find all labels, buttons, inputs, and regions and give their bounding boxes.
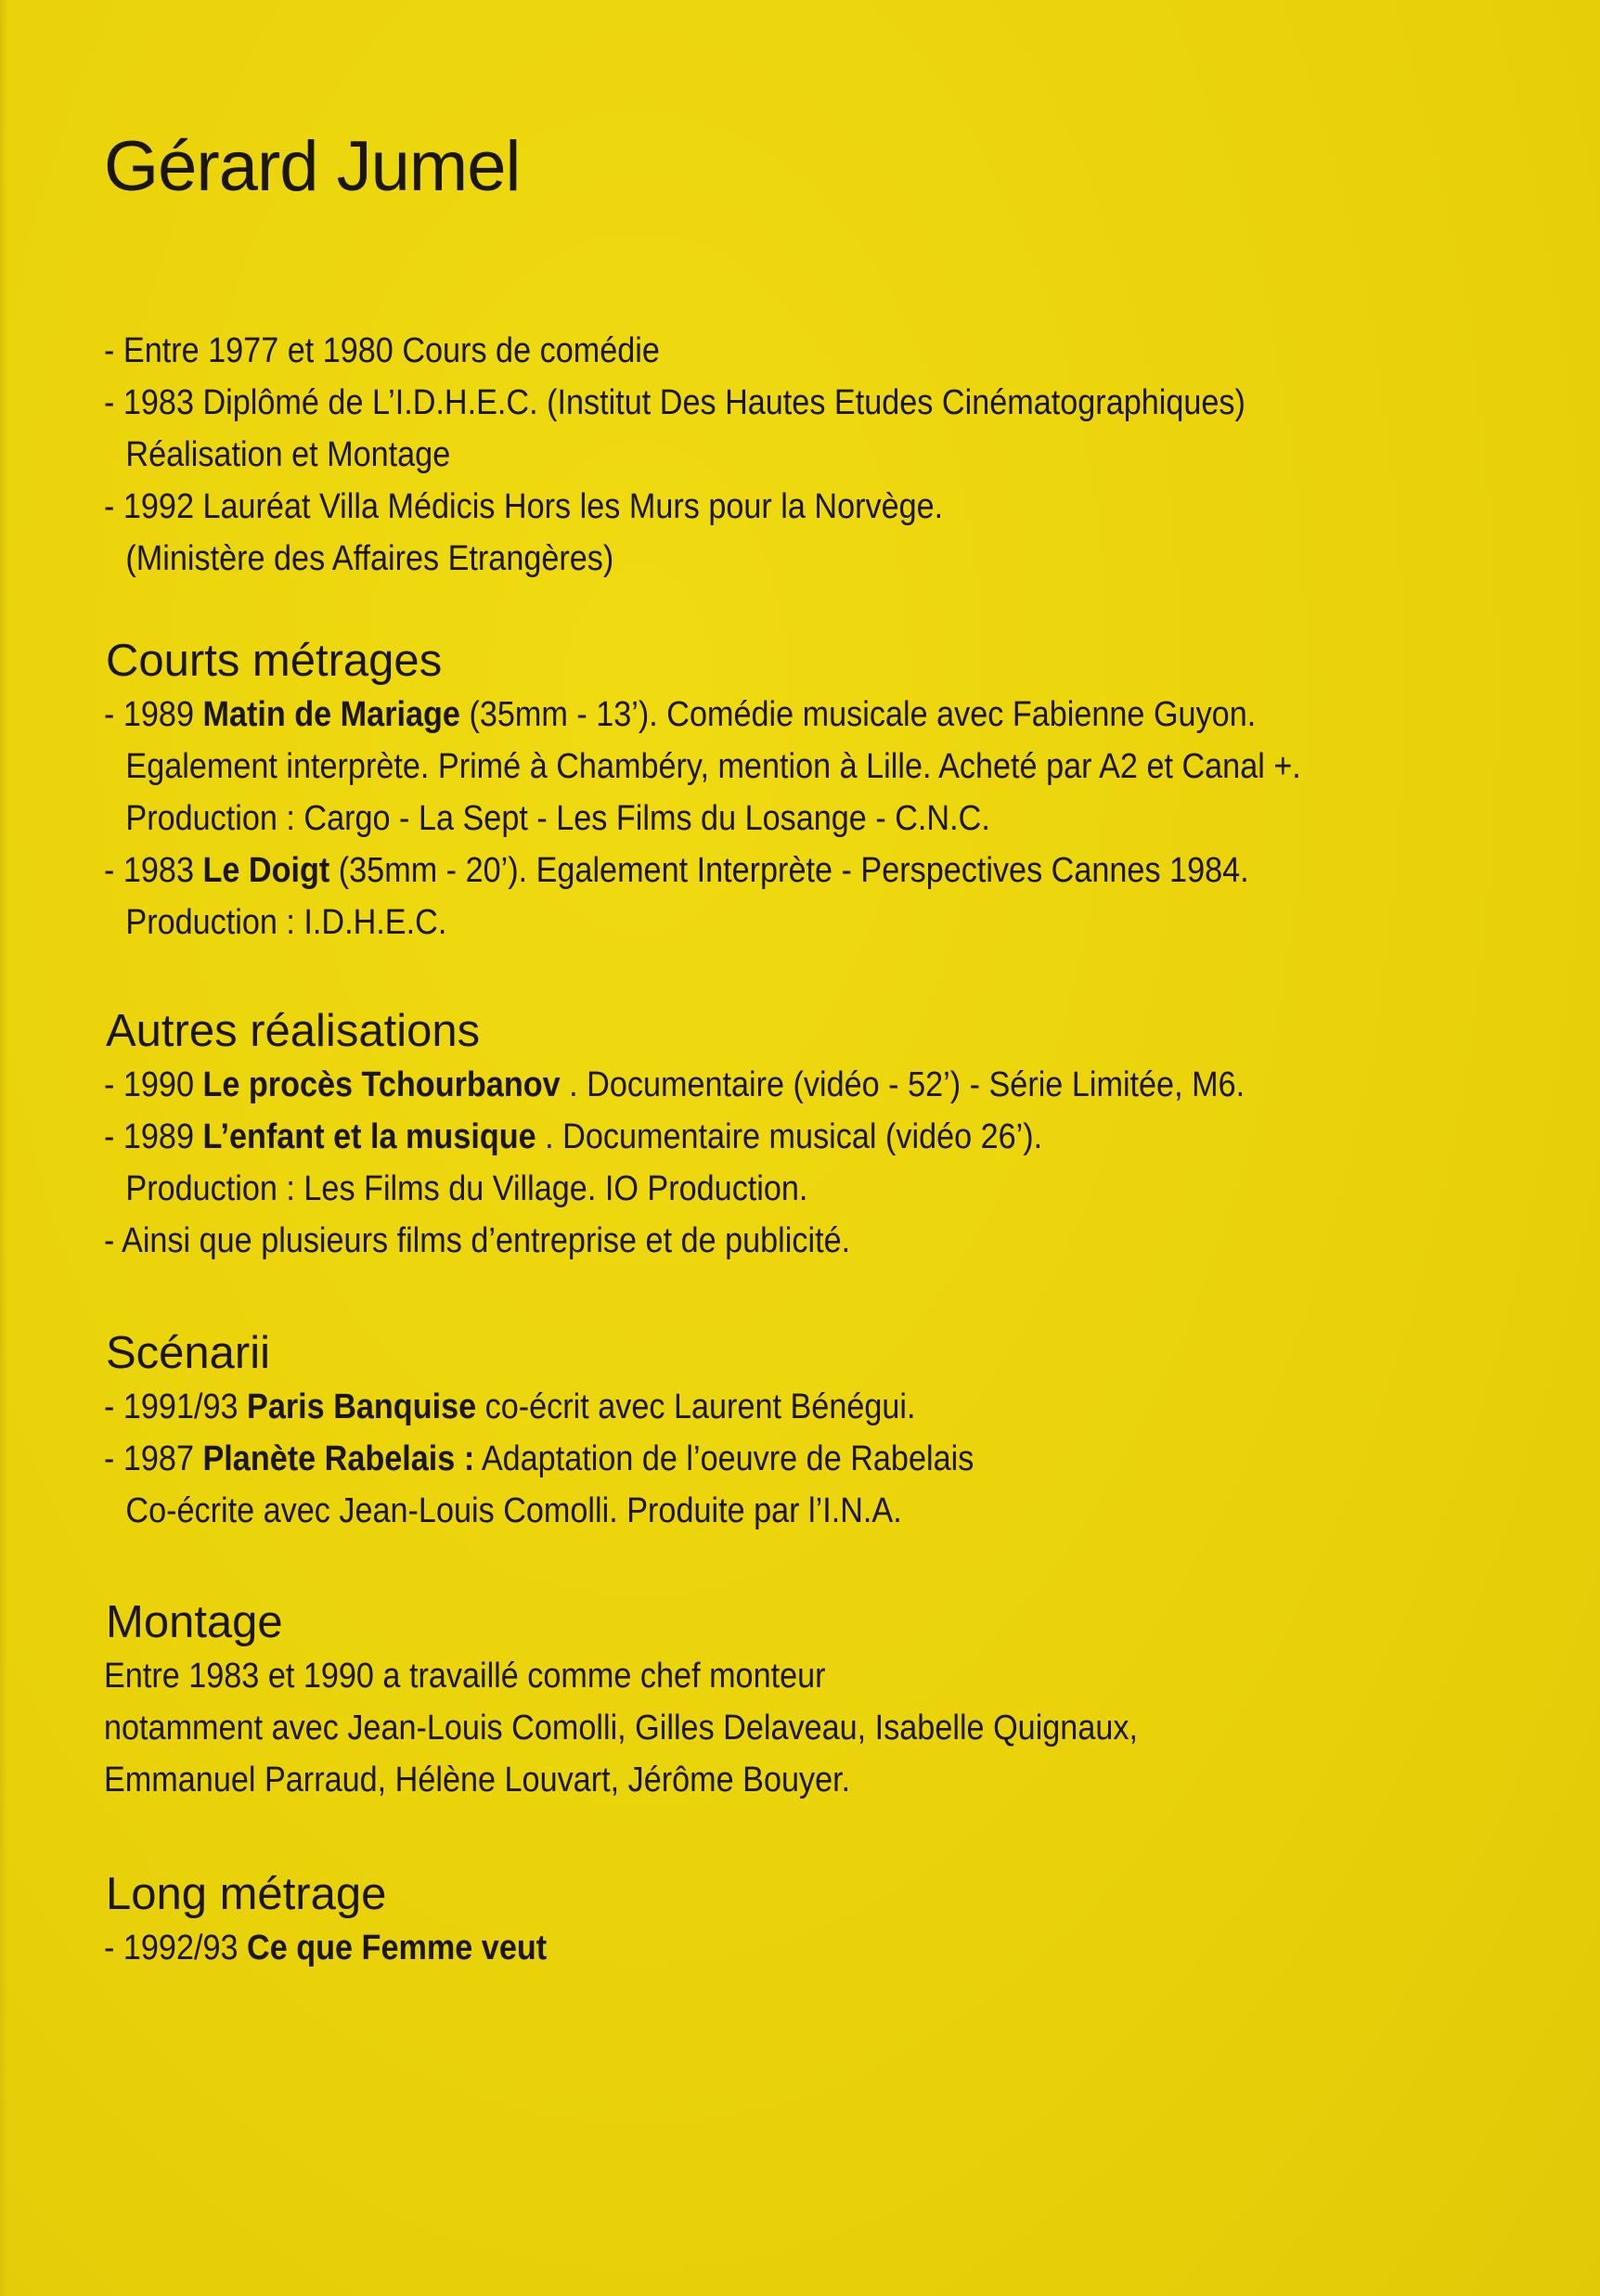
autres-realisations-section xyxy=(104,1005,1515,1267)
section-heading: Montage xyxy=(106,1597,283,1647)
page-title: Gérard Jumel xyxy=(104,127,521,206)
long-metrage-section xyxy=(104,1868,1515,1974)
film-title: L’enfant et la musique xyxy=(202,1117,536,1156)
entry-line: notamment avec Jean-Louis Comolli, Gilles Delaveau, Isabelle Quignaux, xyxy=(104,1709,1138,1748)
section-heading: Autres réalisations xyxy=(106,1006,481,1056)
intro-line: - Entre 1977 et 1980 Cours de comédie xyxy=(104,331,660,370)
courts-metrages-section xyxy=(104,635,1515,948)
scenarii-section xyxy=(104,1327,1515,1537)
entry-line: Entre 1983 et 1990 a travaillé comme chef monteur xyxy=(104,1657,826,1696)
entry-line: Co-écrite avec Jean-Louis Comolli. Produite par l’I.N.A. xyxy=(125,1491,902,1530)
entry-line: Production : Les Films du Village. IO Production. xyxy=(125,1169,808,1208)
intro-section xyxy=(104,325,1515,585)
entry-line: Production : I.D.H.E.C. xyxy=(125,903,447,942)
entry-line: Egalement interprète. Primé à Chambéry, mention à Lille. Acheté par A2 et Canal +. xyxy=(125,747,1301,786)
entry-line: - 1989 Matin de Mariage (35mm - 13’). Comédie musicale avec Fabienne Guyon. xyxy=(104,695,1257,734)
film-title: Matin de Mariage xyxy=(202,695,460,734)
entry-line: - Ainsi que plusieurs films d’entreprise et de publicité. xyxy=(104,1221,851,1260)
entry-line: - 1989 L’enfant et la musique . Documentaire musical (vidéo 26’). xyxy=(104,1117,1043,1156)
section-heading: Courts métrages xyxy=(106,636,443,686)
section-heading: Long métrage xyxy=(106,1869,387,1919)
section-heading: Scénarii xyxy=(106,1328,271,1378)
entry-line: - 1992/93 Ce que Femme veut xyxy=(104,1928,548,1967)
entry-line: Emmanuel Parraud, Hélène Louvart, Jérôme Bouyer. xyxy=(104,1761,851,1799)
film-title: Le Doigt xyxy=(202,851,330,890)
entry-line: - 1983 Le Doigt (35mm - 20’). Egalement Interprète - Perspectives Cannes 1984. xyxy=(104,851,1249,890)
entry-line: Production : Cargo - La Sept - Les Films du Losange - C.N.C. xyxy=(125,799,990,838)
intro-line: (Ministère des Affaires Etrangères) xyxy=(125,539,614,578)
entry-line: - 1990 Le procès Tchourbanov . Documentaire (vidéo - 52’) - Série Limitée, M6. xyxy=(104,1065,1245,1104)
film-title: Paris Banquise xyxy=(247,1387,477,1426)
intro-line: - 1983 Diplômé de L’I.D.H.E.C. (Institut Des Hautes Etudes Cinématographiques) xyxy=(104,383,1245,422)
entry-line: - 1991/93 Paris Banquise co-écrit avec Laurent Bénégui. xyxy=(104,1387,916,1426)
intro-line: - 1992 Lauréat Villa Médicis Hors les Murs pour la Norvège. xyxy=(104,487,944,526)
intro-line: Réalisation et Montage xyxy=(125,435,451,474)
film-title: Ce que Femme veut xyxy=(247,1928,548,1967)
montage-section xyxy=(104,1596,1515,1806)
film-title: Le procès Tchourbanov xyxy=(202,1065,561,1104)
entry-line: - 1987 Planète Rabelais : Adaptation de l’oeuvre de Rabelais xyxy=(104,1439,974,1478)
film-title: Planète Rabelais : xyxy=(202,1439,475,1478)
page-edge xyxy=(0,0,7,2296)
